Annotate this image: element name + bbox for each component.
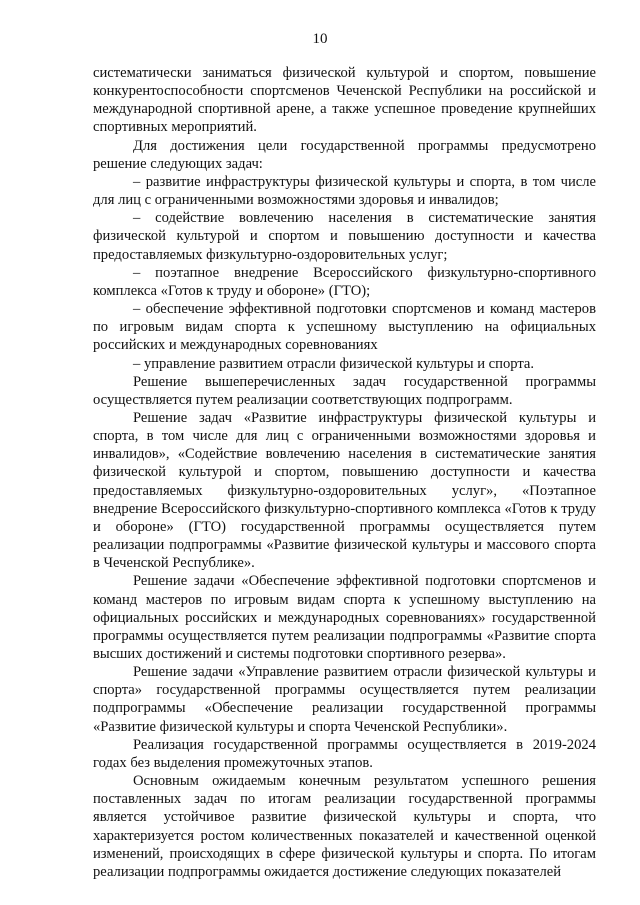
paragraph-goal-continuation: систематически заниматься физической культурой и спортом, повышение конкурентоспособности спортсменов Чеченской Республики на российской и международной спортивной арене, а также успешное проведение крупнейших спортивных мероприятий. xyxy=(93,65,596,136)
paragraph-expected-results: Основным ожидаемым конечным результатом успешного решения поставленных задач по итогам реализации государственной программы является устойчивое развитие физической культуры и спорта, что характеризуется ростом количественных показателей и качественной оценкой изменений, происходящих в сфере физической культуры и спорта. По итогам реализации подпрограммы ожидается достижение следующих показателей xyxy=(93,773,596,880)
paragraph-management-subprogram: Решение задачи «Управление развитием отрасли физической культуры и спорта» государственной программы осуществляется путем реализации подпрограммы «Обеспечение реализации государственной программы «Развитие физической культуры и спорта Чеченской Республики». xyxy=(93,664,596,735)
paragraph-subprograms: Решение вышеперечисленных задач государственной программы осуществляется путем реализации соответствующих подпрограмм. xyxy=(93,373,596,408)
paragraph-tasks-intro: Для достижения цели государственной программы предусмотрено решение следующих задач: xyxy=(93,137,596,172)
paragraph-elite-sport-subprogram: Решение задачи «Обеспечение эффективной подготовки спортсменов и команд мастеров по игровым видам спорта к успешному выступлению на официальных российских и международных соревнованиях» государственной программы осуществляется путем реализации подпрограммы «Развитие спорта высших достижений и системы подготовки спортивного резерва». xyxy=(93,573,596,662)
task-item-involvement: – содействие вовлечению населения в систематические занятия физической культурой и спортом и повышению доступности и качества предоставляемых физкультурно-оздоровительных услуг; xyxy=(93,210,596,263)
document-body xyxy=(93,64,596,881)
task-item-management: – управление развитием отрасли физической культуры и спорта. xyxy=(133,355,535,372)
task-item-gto: – поэтапное внедрение Всероссийского физкультурно-спортивного комплекса «Готов к труду и обороне» (ГТО); xyxy=(93,264,596,299)
page-number: 10 xyxy=(312,31,328,47)
task-item-infrastructure: – развитие инфраструктуры физической культуры и спорта, в том числе для лиц с ограниченными возможностями здоровья и инвалидов; xyxy=(93,173,596,209)
paragraph-implementation-period: Реализация государственной программы осуществляется в 2019-2024 годах без выделения промежуточных этапов. xyxy=(93,736,596,771)
task-item-athlete-training: – обеспечение эффективной подготовки спортсменов и команд мастеров по игровым видам спорта к успешному выступлению на официальных российских и международных соревнованиях xyxy=(93,301,596,354)
paragraph-mass-sport-subprogram: Решение задач «Развитие инфраструктуры физической культуры и спорта, в том числе для лиц с ограниченными возможностями здоровья и инвалидов», «Содействие вовлечению населения в систематические занятия физической культурой и спортом, повышению доступности и качества предоставляемых физкультурно-оздоровительных услуг», «Поэтапное внедрение Всероссийского физкультурно-спортивного комплекса «Готов к труду и обороне» (ГТО) государственной программы осуществляется путем реализации подпрограммы «Развитие физической культуры и массового спорта в Чеченской Республике». xyxy=(93,409,596,572)
